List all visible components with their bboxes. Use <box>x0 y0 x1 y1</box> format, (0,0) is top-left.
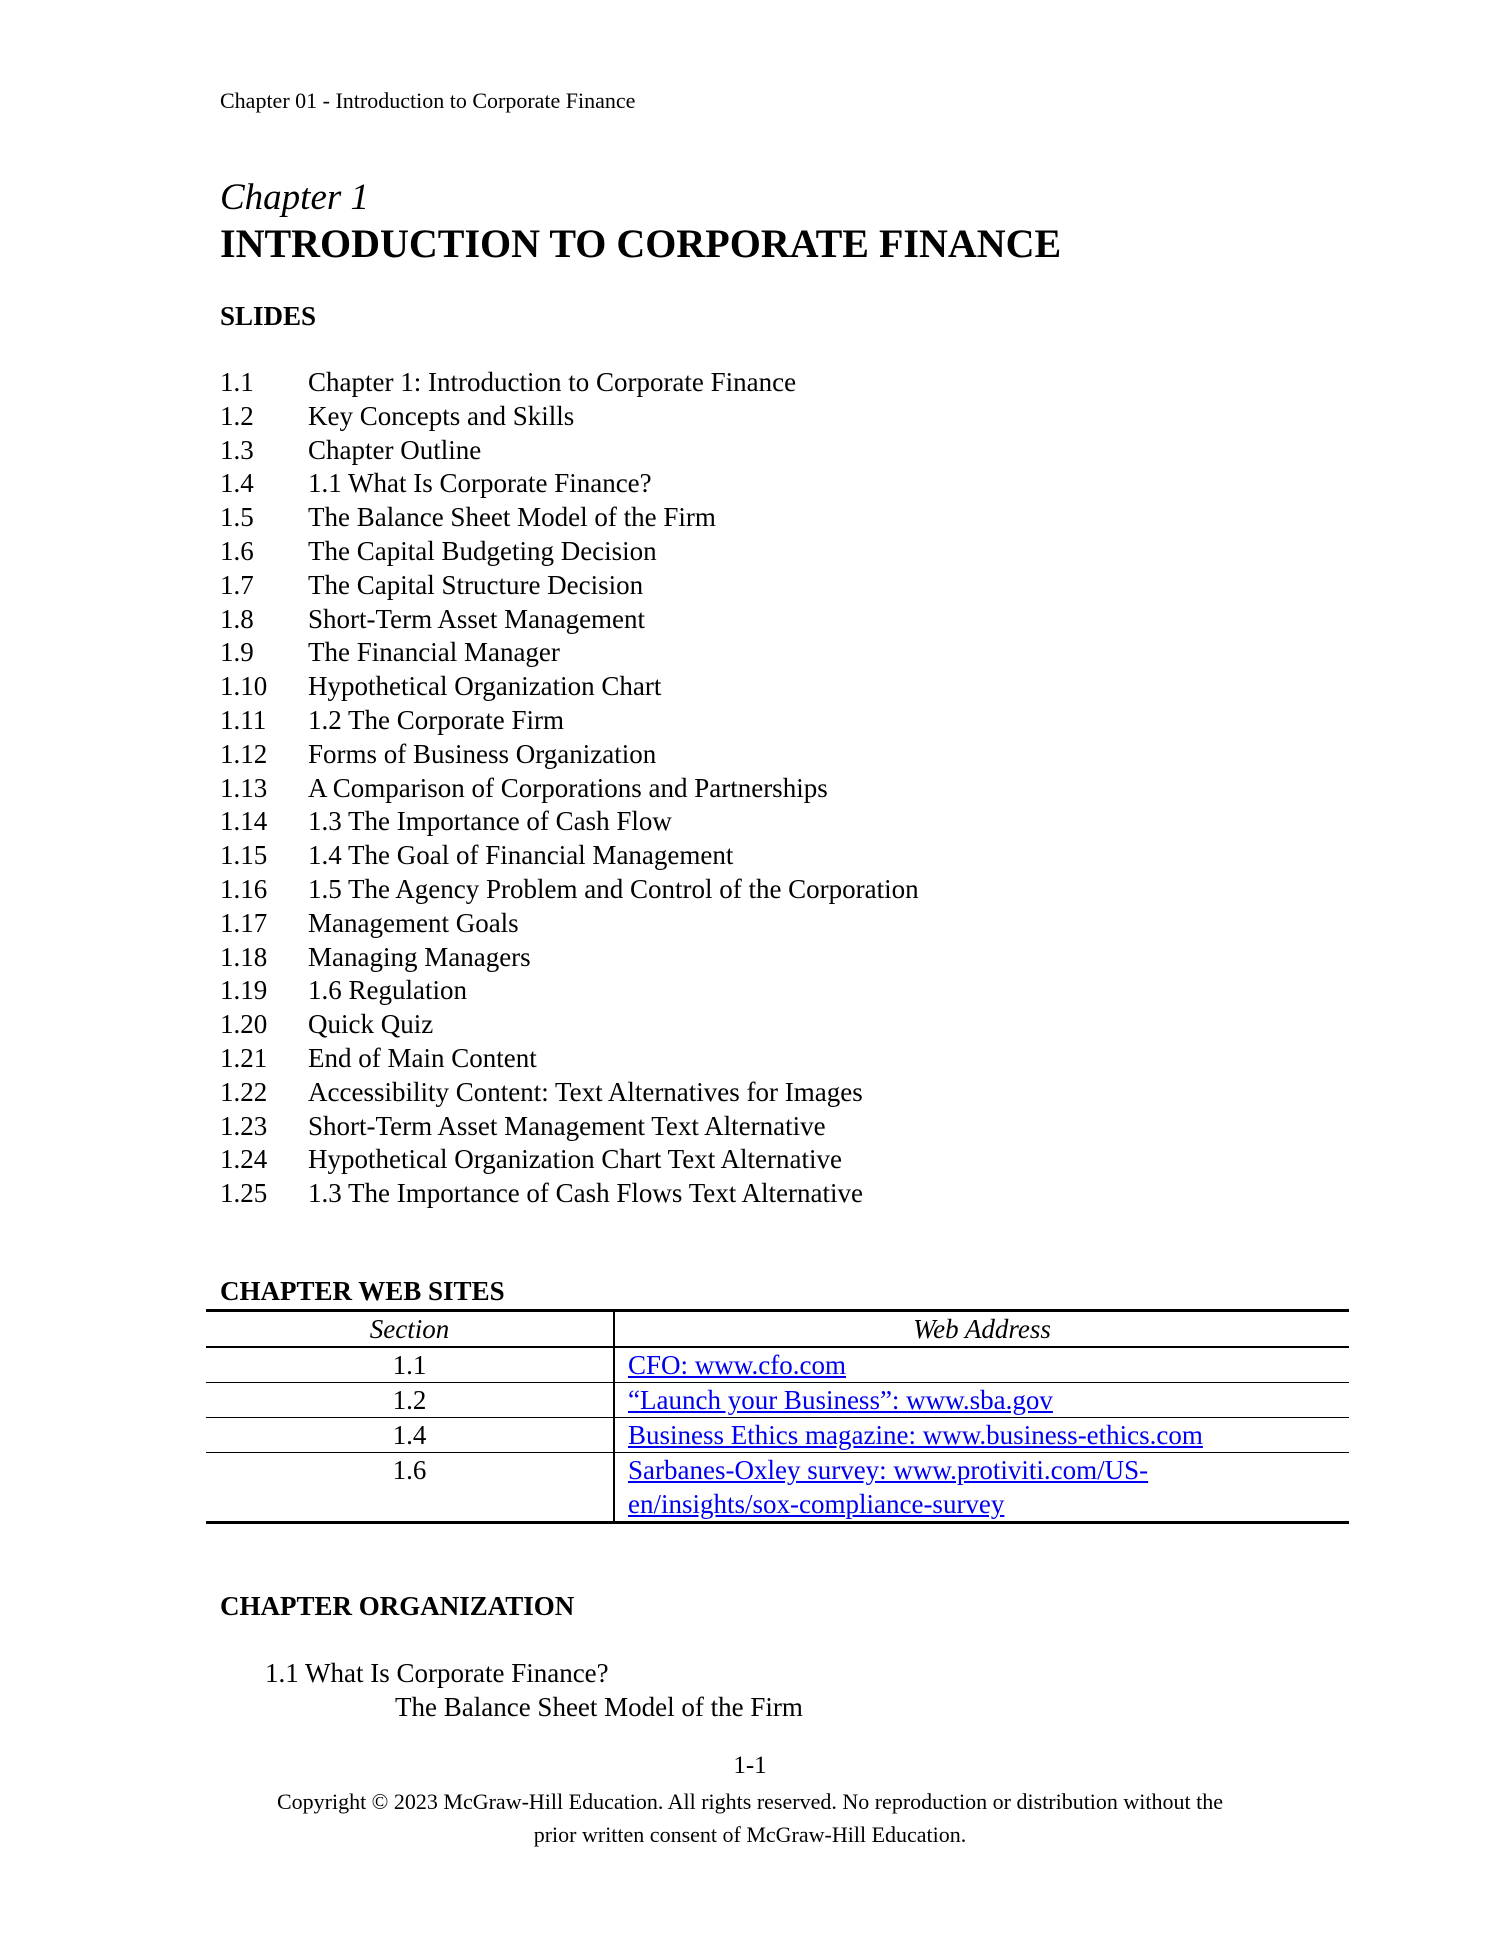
column-header-section: Section <box>206 1311 614 1348</box>
slide-title: The Capital Structure Decision <box>308 569 644 600</box>
slide-number: 1.1 <box>220 367 254 397</box>
copyright-line: Copyright © 2023 McGraw-Hill Education. All rights reserved. No reproduction or distribution without the <box>276 1789 1224 1814</box>
slides-list <box>220 366 1120 1211</box>
copyright-notice <box>200 1785 1300 1851</box>
slide-title: Key Concepts and Skills <box>308 400 575 431</box>
slide-list-item <box>220 738 1120 772</box>
slide-number: 1.2 <box>220 400 254 431</box>
slide-number: 1.7 <box>220 569 254 600</box>
running-header: Chapter 01 - Introduction to Corporate Finance <box>220 88 636 113</box>
slide-list-item <box>220 603 1120 637</box>
slide-list-item <box>220 839 1120 873</box>
table-row <box>206 1418 1349 1453</box>
slide-title: Forms of Business Organization <box>308 738 657 769</box>
slide-list-item <box>220 1008 1120 1042</box>
slide-title: 1.4 The Goal of Financial Management <box>308 840 734 871</box>
slide-number: 1.19 <box>220 975 268 1006</box>
slide-number: 1.15 <box>220 840 268 871</box>
web-sites-heading: CHAPTER WEB SITES <box>220 1276 505 1306</box>
slide-number: 1.13 <box>220 772 268 803</box>
slide-list-item <box>220 1042 1120 1076</box>
slide-number: 1.21 <box>220 1042 268 1073</box>
slide-title: The Capital Budgeting Decision <box>308 535 657 566</box>
slide-title: End of Main Content <box>308 1042 537 1073</box>
slide-number: 1.4 <box>220 468 254 499</box>
slide-list-item <box>220 569 1120 603</box>
web-sites-table <box>206 1309 1349 1524</box>
slide-title: Chapter Outline <box>308 434 482 465</box>
slide-list-item <box>220 535 1120 569</box>
slide-title: Hypothetical Organization Chart <box>308 671 662 702</box>
column-header-web-address: Web Address <box>614 1311 1349 1348</box>
slide-list-item <box>220 400 1120 434</box>
slide-number: 1.11 <box>220 704 267 735</box>
slide-title: Short-Term Asset Management <box>308 603 646 634</box>
slide-number: 1.8 <box>220 603 254 634</box>
slide-number: 1.3 <box>220 434 254 465</box>
table-row <box>206 1453 1349 1523</box>
section-cell: 1.4 <box>206 1418 614 1453</box>
section-cell: 1.6 <box>206 1453 614 1523</box>
slide-title: The Financial Manager <box>308 637 560 668</box>
slide-title: Accessibility Content: Text Alternatives for Images <box>308 1076 863 1107</box>
slide-title: 1.6 Regulation <box>308 975 467 1006</box>
organization-subsection-item: The Balance Sheet Model of the Firm <box>395 1692 803 1722</box>
slide-title: Short-Term Asset Management Text Alternative <box>308 1110 826 1141</box>
web-address-cell <box>614 1347 1349 1383</box>
page-number: 1-1 <box>733 1752 767 1779</box>
slide-title: Hypothetical Organization Chart Text Alternative <box>308 1144 842 1175</box>
slide-title: 1.5 The Agency Problem and Control of the Corporation <box>308 873 919 904</box>
slide-list-item <box>220 1076 1120 1110</box>
web-address-cell <box>614 1383 1349 1418</box>
table-header-row <box>206 1311 1349 1348</box>
slide-list-item <box>220 772 1120 806</box>
web-address-link[interactable]: Business Ethics magazine: www.business-ethics.com <box>628 1420 1203 1450</box>
slide-list-item <box>220 1143 1120 1177</box>
slide-number: 1.18 <box>220 941 268 972</box>
slide-list-item <box>220 670 1120 704</box>
table-row <box>206 1347 1349 1383</box>
slide-number: 1.6 <box>220 535 254 566</box>
slide-list-item <box>220 974 1120 1008</box>
web-address-link[interactable]: Sarbanes-Oxley survey: www.protiviti.com/US- <box>628 1455 1149 1485</box>
slide-list-item <box>220 873 1120 907</box>
slide-number: 1.25 <box>220 1178 268 1209</box>
chapter-title: INTRODUCTION TO CORPORATE FINANCE <box>220 221 1062 266</box>
slide-title: 1.1 What Is Corporate Finance? <box>308 468 652 499</box>
slide-number: 1.14 <box>220 806 268 837</box>
web-address-cell <box>614 1418 1349 1453</box>
slide-number: 1.9 <box>220 637 254 668</box>
slide-list-item <box>220 941 1120 975</box>
slide-list-item <box>220 434 1120 468</box>
slide-number: 1.16 <box>220 873 268 904</box>
slide-list-item <box>220 704 1120 738</box>
slide-number: 1.23 <box>220 1110 268 1141</box>
slide-number: 1.10 <box>220 671 268 702</box>
slide-title: A Comparison of Corporations and Partnerships <box>308 772 828 803</box>
copyright-line: prior written consent of McGraw-Hill Education. <box>533 1822 967 1847</box>
slide-title: Managing Managers <box>308 941 531 972</box>
slide-list-item <box>220 636 1120 670</box>
web-address-cell <box>614 1453 1349 1523</box>
slides-heading: SLIDES <box>220 301 317 331</box>
table-row <box>206 1383 1349 1418</box>
slide-number: 1.20 <box>220 1009 268 1040</box>
slide-list-item <box>220 467 1120 501</box>
section-cell: 1.2 <box>206 1383 614 1418</box>
slide-title: 1.3 The Importance of Cash Flows Text Alternative <box>308 1178 864 1209</box>
slide-title: The Balance Sheet Model of the Firm <box>308 502 716 533</box>
slide-title: Management Goals <box>308 907 519 938</box>
slide-list-item <box>220 907 1120 941</box>
web-address-link[interactable]: CFO: www.cfo.com <box>628 1350 846 1380</box>
slide-list-item <box>220 366 1120 400</box>
organization-heading: CHAPTER ORGANIZATION <box>220 1591 575 1621</box>
slide-number: 1.17 <box>220 907 268 938</box>
slide-list-item <box>220 1177 1120 1211</box>
slide-title: 1.3 The Importance of Cash Flow <box>308 806 672 837</box>
slide-number: 1.22 <box>220 1076 268 1107</box>
slide-list-item <box>220 1110 1120 1144</box>
slide-title: Chapter 1: Introduction to Corporate Finance <box>308 367 797 397</box>
slide-title: 1.2 The Corporate Firm <box>308 704 564 735</box>
slide-list-item <box>220 805 1120 839</box>
chapter-label: Chapter 1 <box>220 177 370 218</box>
slide-number: 1.24 <box>220 1144 268 1175</box>
organization-section-item: 1.1 What Is Corporate Finance? <box>265 1658 609 1688</box>
slide-list-item <box>220 501 1120 535</box>
slide-number: 1.5 <box>220 502 254 533</box>
slide-number: 1.12 <box>220 738 268 769</box>
web-address-link[interactable]: “Launch your Business”: www.sba.gov <box>628 1385 1053 1415</box>
section-cell: 1.1 <box>206 1347 614 1383</box>
slide-title: Quick Quiz <box>308 1009 434 1040</box>
web-address-link[interactable]: en/insights/sox-compliance-survey <box>628 1489 1005 1519</box>
